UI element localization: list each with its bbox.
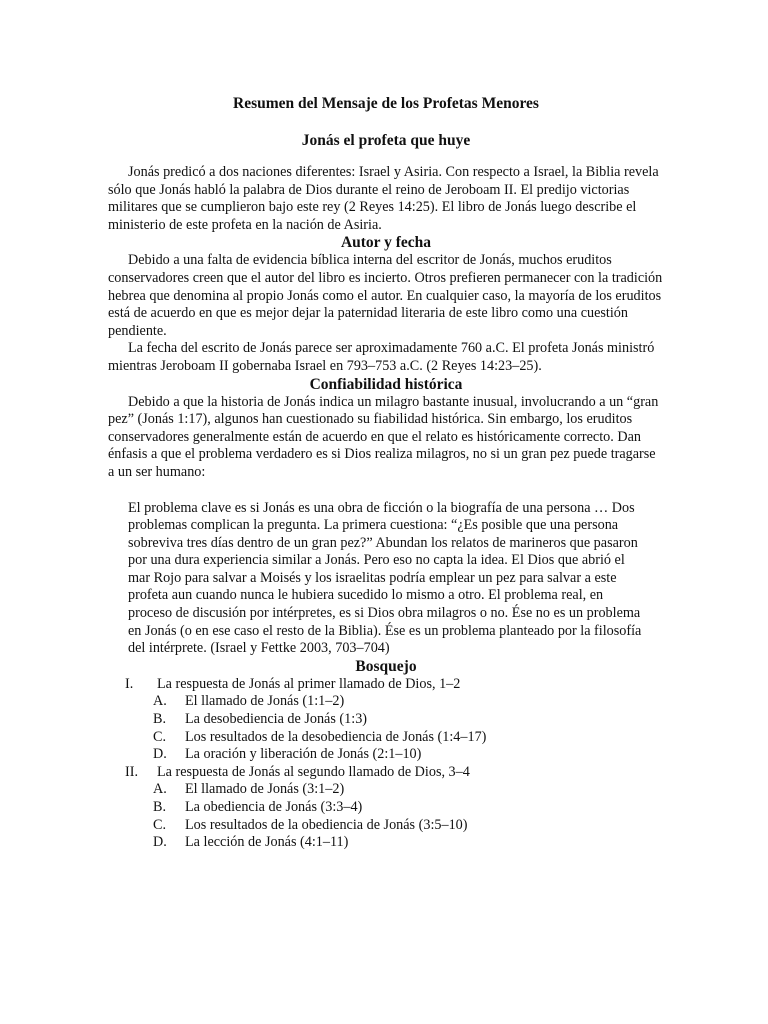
section-heading-confiabilidad: Confiabilidad histórica	[309, 375, 463, 393]
block-quote: El problema clave es si Jonás es una obra de ficción o la biografía de una persona … Dos problemas complican la pregunta. La primera cuestiona: “¿Es posible que una persona sobreviva tres días dentro de un gran pez?” Abundan los relatos de marineros que pasaron por una dura experiencia similar a Jonás. Pero eso no capta la idea. El Dios que abrió el mar Rojo para salvar a Moisés y los israelitas podría emplear un pez para salvar a este profeta aun cuando nunca le hubiera sucedido lo mismo a otro. El problema real, en proceso de discusión por intérpretes, es si Dios obra milagros o no. Ése no es un problema en Jonás (o en ese caso el resto de la Biblia). Ése es un problema planteado por la filosofía del intérprete. (Israel y Fettke 2003, 703–704)	[128, 499, 642, 657]
outline-subitem	[108, 729, 664, 747]
outline-letter: B.	[153, 711, 167, 728]
outline-subtext: La obediencia de Jonás (3:3–4)	[185, 799, 363, 815]
outline-subtext: La oración y liberación de Jonás (2:1–10)	[185, 746, 422, 763]
outline-subitem	[108, 834, 664, 852]
outline-letter: A.	[153, 781, 167, 798]
outline-subtext: El llamado de Jonás (1:1–2)	[185, 693, 345, 710]
outline-subitem	[108, 746, 664, 764]
intro-paragraph: Jonás predicó a dos naciones diferentes: Israel y Asiria. Con respecto a Israel, la Biblia revela sólo que Jonás habló la palabra de Dios durante el reino de Jeroboam II. El predijo victorias militares que se cumplieron bajo este rey (2 Reyes 14:25). El libro de Jonás luego describe el ministerio de este profeta en la nación de Asiria.	[108, 164, 659, 233]
outline-subitem	[108, 799, 664, 817]
outline-number: I.	[125, 675, 134, 692]
outline-item-2	[108, 764, 664, 852]
outline-subitem	[108, 693, 664, 711]
outline-letter: A.	[153, 693, 167, 710]
section-heading-bosquejo: Bosquejo	[355, 657, 417, 675]
outline-text: La respuesta de Jonás al segundo llamado de Dios, 3–4	[157, 763, 470, 780]
document-subtitle: Jonás el profeta que huye	[301, 132, 471, 149]
outline-subitem	[108, 817, 664, 835]
document-body	[108, 90, 664, 852]
outline-text: La respuesta de Jonás al primer llamado de Dios, 1–2	[157, 675, 461, 692]
outline-sublist-2	[108, 781, 664, 851]
autor-paragraph-1: Debido a una falta de evidencia bíblica interna del escritor de Jonás, muchos eruditos conservadores creen que el autor del libro es incierto. Otros prefieren permanecer con la tradición hebrea que denomina al propio Jonás como el autor. En cualquier caso, la mayoría de los eruditos está de acuerdo en que es mejor dejar la paternidad literaria de este libro como una cuestión pendiente.	[108, 252, 663, 339]
outline-subitem	[108, 781, 664, 799]
outline-subtext: Los resultados de la obediencia de Jonás (3:5–10)	[185, 816, 468, 833]
outline-letter: D.	[153, 746, 167, 763]
section-heading-autor: Autor y fecha	[340, 234, 432, 252]
outline-item-1	[108, 676, 664, 764]
outline-letter: D.	[153, 834, 167, 851]
outline-letter: C.	[153, 728, 167, 745]
outline-subitem	[108, 711, 664, 729]
outline-number: II.	[125, 763, 138, 780]
outline-list	[108, 676, 664, 852]
outline-subtext: La lección de Jonás (4:1–11)	[185, 834, 349, 851]
document-title: Resumen del Mensaje de los Profetas Menores	[233, 95, 539, 112]
outline-subtext: El llamado de Jonás (3:1–2)	[185, 781, 345, 798]
outline-letter: B.	[153, 799, 167, 815]
autor-paragraph-2: La fecha del escrito de Jonás parece ser aproximadamente 760 a.C. El profeta Jonás ministró mientras Jeroboam II gobernaba Israel en 793–753 a.C. (2 Reyes 14:23–25).	[108, 340, 655, 374]
outline-letter: C.	[153, 816, 167, 833]
outline-sublist-1	[108, 693, 664, 763]
outline-subtext: La desobediencia de Jonás (1:3)	[185, 711, 368, 728]
outline-subtext: Los resultados de la desobediencia de Jonás (1:4–17)	[185, 728, 487, 745]
confiabilidad-paragraph: Debido a que la historia de Jonás indica un milagro bastante inusual, involucrando a un “gran pez” (Jonás 1:17), algunos han cuestionado su fiabilidad histórica. Sin embargo, los eruditos conservadores generalmente están de acuerdo en que el relato es históricamente correcto. Dan énfasis a que el problema verdadero es si Dios realiza milagros, no si un gran pez puede tragarse a un ser humano:	[108, 393, 659, 480]
